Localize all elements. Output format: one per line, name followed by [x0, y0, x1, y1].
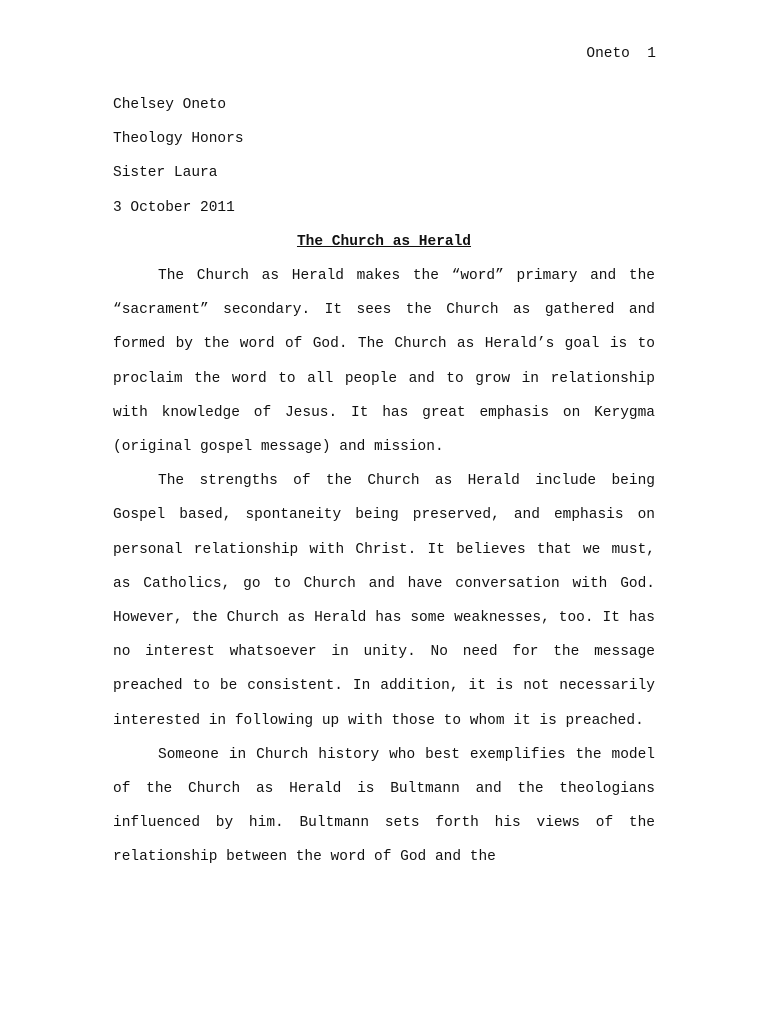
- paragraph-1: The Church as Herald makes the “word” primary and the “sacrament” secondary. It sees the Church as gathered and formed by the word of God. The Church as Herald’s goal is to proclaim the word to all people and to grow in relationship with knowledge of Jesus. It has great emphasis on Kerygma (original gospel message) and mission.: [113, 268, 655, 456]
- instructor-name: Sister Laura: [113, 165, 218, 182]
- paragraph-3: Someone in Church history who best exemplifies the model of the Church as Herald is Bultmann and the theologians influenced by him. Bultmann sets forth his views of the relationship between the word of God and the: [113, 746, 655, 866]
- paragraph-2: The strengths of the Church as Herald include being Gospel based, spontaneity being preserved, and emphasis on personal relationship with Christ. It believes that we must, as Catholics, go to Church and have conversation with God. However, the Church as Herald has some weaknesses, too. It has no interest whatsoever in unity. No need for the message preached to be consistent. In addition, it is not necessarily interested in following up with those to whom it is preached.: [113, 473, 655, 729]
- document-body: [113, 88, 655, 875]
- document-date: 3 October 2011: [113, 199, 235, 216]
- document-title: The Church as Herald: [296, 233, 472, 250]
- page-header-running-head: Oneto 1: [586, 46, 656, 62]
- course-name: Theology Honors: [113, 131, 244, 148]
- author-name: Chelsey Oneto: [113, 97, 227, 113]
